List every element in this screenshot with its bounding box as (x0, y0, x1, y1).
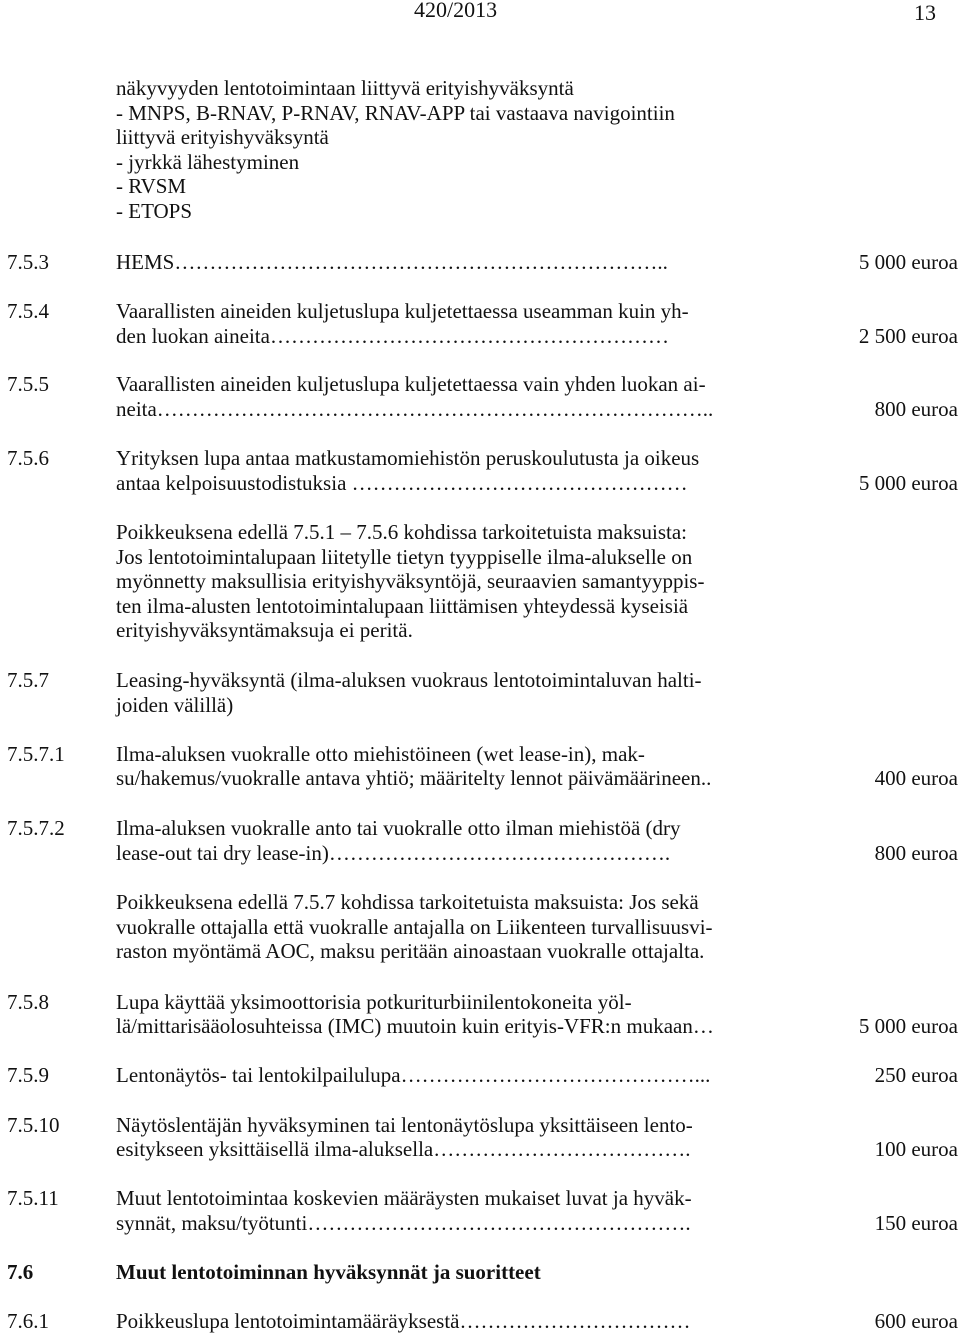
note-line: vuokralle ottajalla että vuokralle antajalla on Liikenteen turvallisuusvi- (116, 914, 713, 939)
item-number: 7.5.3 (7, 250, 49, 274)
intro-line: näkyvyyden lentotoimintaan liittyvä erityishyväksyntä (116, 76, 574, 100)
item-text: Lentonäytös- tai lentokilpailulupa……………………………………... (116, 1063, 711, 1087)
item-text: den luokan aineita………………………………………………… (116, 324, 669, 348)
item-number: 7.5.11 (7, 1186, 59, 1210)
exception-note (116, 520, 704, 643)
note-line: raston myöntämä AOC, maksu peritään ainoastaan vuokralle ottajalta. (116, 939, 705, 963)
note-line: Jos lentotoimintalupaan liitetylle tietyn tyyppiselle ilma-alukselle on (116, 544, 693, 569)
item-number: 7.5.9 (7, 1063, 49, 1087)
item-text: Ilma-aluksen vuokralle anto tai vuokralle otto ilman miehistöä (dry (116, 816, 681, 840)
item-text: Vaarallisten aineiden kuljetuslupa kuljetettaessa useamman kuin yh- (116, 299, 689, 323)
item-text: neita…………………………………………………………………….. (116, 397, 714, 421)
item-text: Muut lentotoimintaa koskevien määräysten mukaiset luvat ja hyväk- (116, 1186, 692, 1210)
intro-line: - jyrkkä lähestyminen (116, 149, 300, 174)
item-amount: 100 euroa (874, 1137, 958, 1161)
item-number: 7.5.7.2 (7, 816, 65, 840)
item-amount: 250 euroa (874, 1063, 958, 1087)
item-number: 7.5.5 (7, 372, 49, 396)
note-line: erityishyväksyntämaksuja ei peritä. (116, 618, 413, 642)
intro-line: - ETOPS (116, 198, 193, 223)
item-amount: 5 000 euroa (858, 471, 958, 495)
item-number: 7.5.7 (7, 668, 49, 692)
item-number: 7.5.10 (7, 1113, 60, 1137)
item-text: antaa kelpoisuustodistuksia ………………………………………… (116, 471, 688, 495)
item-amount: 5 000 euroa (858, 250, 958, 274)
note-line: ten ilma-alusten lentotoimintalupaan liittämisen yhteydessä kyseisiä (116, 593, 689, 618)
item-amount: 600 euroa (874, 1309, 958, 1333)
item-text: Poikkeuslupa lentotoimintamääräyksestä…………………………… (116, 1309, 691, 1333)
item-number: 7.5.4 (7, 299, 49, 323)
intro-line: - RVSM (116, 174, 187, 198)
document-number: 420/2013 (414, 0, 498, 22)
item-text: Leasing-hyväksyntä (ilma-aluksen vuokraus lentotoimintaluvan halti- (116, 668, 702, 692)
item-text: Lupa käyttää yksimoottorisia potkuriturbiinilentokoneita yöl- (116, 990, 632, 1014)
note-line: Poikkeuksena edellä 7.5.1 – 7.5.6 kohdissa tarkoitetuista maksuista: (116, 520, 687, 544)
item-text: su/hakemus/vuokralle antava yhtiö; määritelty lennot päivämäärineen.. (116, 766, 712, 790)
item-amount: 800 euroa (874, 397, 958, 421)
item-text: HEMS…………………………………………………………….. (116, 250, 668, 274)
item-text: joiden välillä) (116, 693, 234, 717)
item-text: synnät, maksu/työtunti………………………………………………. (116, 1211, 691, 1235)
note-line: myönnetty maksullisia erityishyväksyntöjä, seuraavien samantyyppis- (116, 569, 705, 593)
item-amount: 400 euroa (874, 766, 958, 790)
item-amount: 2 500 euroa (858, 324, 958, 348)
item-text: Näytöslentäjän hyväksyminen tai lentonäytöslupa yksittäiseen lento- (116, 1113, 693, 1137)
section-title: Muut lentotoiminnan hyväksynnät ja suoritteet (116, 1260, 541, 1284)
item-amount: 800 euroa (874, 841, 958, 865)
item-text: lä/mittarisääolosuhteissa (IMC) muutoin kuin erityis-VFR:n mukaan… (116, 1014, 714, 1038)
item-number: 7.5.6 (7, 446, 49, 470)
page-number: 13 (914, 0, 936, 25)
item-number: 7.5.7.1 (7, 742, 65, 766)
item-text: lease-out tai dry lease-in)…………………………………………. (116, 841, 671, 865)
item-amount: 5 000 euroa (858, 1014, 958, 1038)
section-number: 7.6 (7, 1260, 34, 1284)
exception-note (116, 890, 713, 964)
item-number: 7.5.8 (7, 990, 49, 1014)
item-text: Yrityksen lupa antaa matkustamomiehistön peruskoulutusta ja oikeus (116, 446, 700, 470)
note-line: Poikkeuksena edellä 7.5.7 kohdissa tarkoitetuista maksuista: Jos sekä (116, 890, 699, 914)
intro-paragraph (116, 76, 675, 223)
item-text: Ilma-aluksen vuokralle otto miehistöineen (wet lease-in), mak- (116, 742, 645, 766)
intro-line: liittyvä erityishyväksyntä (116, 125, 329, 149)
item-number: 7.6.1 (7, 1309, 49, 1333)
item-text: Vaarallisten aineiden kuljetuslupa kuljetettaessa vain yhden luokan ai- (116, 372, 706, 396)
intro-line: - MNPS, B-RNAV, P-RNAV, RNAV-APP tai vastaava navigointiin (116, 100, 675, 125)
item-amount: 150 euroa (874, 1211, 958, 1235)
item-text: esitykseen yksittäisellä ilma-aluksella………………………………. (116, 1137, 691, 1161)
